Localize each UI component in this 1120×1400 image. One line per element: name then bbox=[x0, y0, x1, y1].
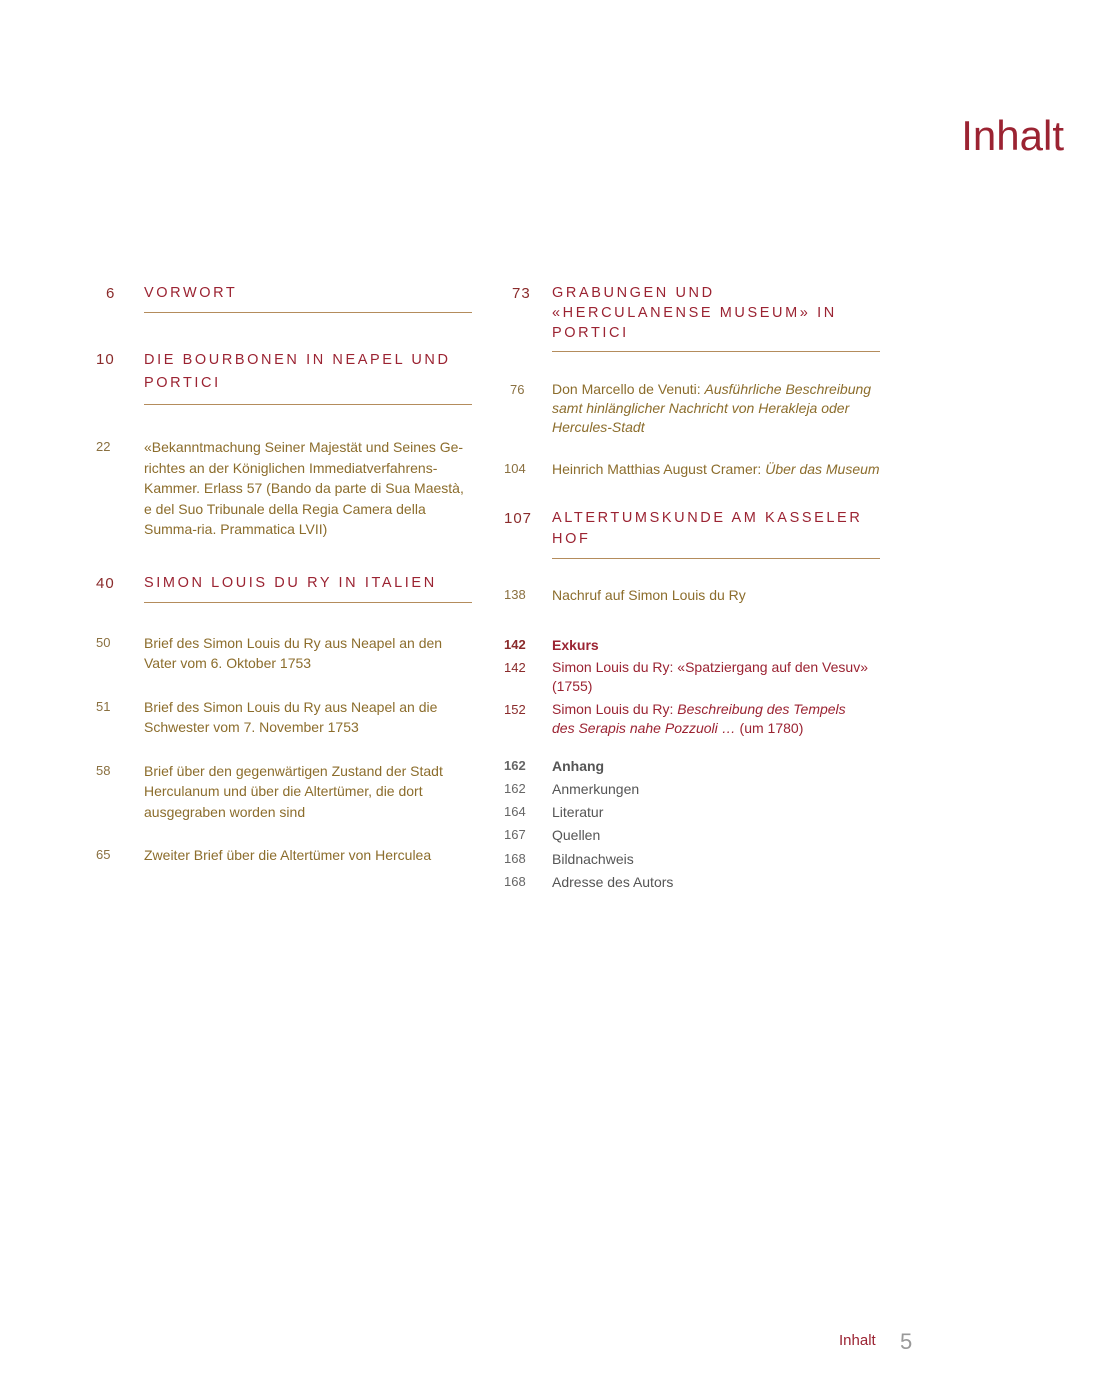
entry-title: Simon Louis du Ry: «Spatziergang auf den Vesuv» (1755) bbox=[552, 658, 868, 694]
toc-entry[interactable] bbox=[96, 633, 476, 674]
section-title: DIE BOURBONEN IN NEAPEL UND PORTICI bbox=[144, 349, 472, 405]
toc-section-du-ry-italien[interactable] bbox=[96, 573, 476, 603]
section-page-number: 6 bbox=[106, 285, 116, 302]
entry-title: Anmerkungen bbox=[552, 780, 640, 797]
entry-page-number: 168 bbox=[504, 850, 526, 866]
entry-page-number: 142 bbox=[504, 637, 526, 652]
toc-entry[interactable] bbox=[96, 761, 476, 823]
toc-entry[interactable] bbox=[504, 585, 884, 606]
entry-date: (um 1780) bbox=[735, 720, 804, 736]
entry-page-number: 50 bbox=[96, 634, 111, 650]
toc-entry[interactable] bbox=[504, 825, 884, 846]
entry-page-number: 164 bbox=[504, 804, 526, 820]
entry-title: «Bekanntmachung Seiner Majestät und Seines Ge-richtes an der Königlichen Immediatverfahrens-Kammer. Erlass 57 (Bando da parte di Sua Maestà, e del Suo Tribunale della Regia Camera della Summa-ria. Prammatica LVII) bbox=[144, 439, 464, 537]
toc-entry[interactable] bbox=[96, 845, 476, 866]
entry-title: Brief über den gegenwärtigen Zustand der Stadt Herculanum und über die Altertümer, die dort ausgegraben worden sind bbox=[144, 762, 443, 820]
toc-group-exkurs[interactable] bbox=[504, 635, 884, 656]
entry-title: Literatur bbox=[552, 804, 604, 821]
entry-page-number: 58 bbox=[96, 762, 111, 778]
section-page-number: 10 bbox=[96, 351, 115, 368]
group-label: Exkurs bbox=[552, 637, 599, 653]
entry-page-number: 162 bbox=[504, 780, 526, 796]
toc-section-kasseler-hof[interactable] bbox=[504, 508, 884, 559]
toc-group-anhang[interactable] bbox=[504, 756, 884, 777]
section-page-number: 73 bbox=[512, 285, 531, 302]
toc-entry[interactable] bbox=[96, 437, 476, 540]
entry-page-number: 65 bbox=[96, 847, 111, 862]
toc-section-bourbonen[interactable] bbox=[96, 349, 476, 405]
entry-page-number: 168 bbox=[504, 873, 526, 889]
toc-entry[interactable] bbox=[504, 779, 884, 800]
running-footer-title: Inhalt bbox=[839, 1332, 876, 1349]
entry-title: Bildnachweis bbox=[552, 850, 634, 867]
section-page-number: 40 bbox=[96, 574, 115, 592]
entry-title: Brief des Simon Louis du Ry aus Neapel an den Vater vom 6. Oktober 1753 bbox=[144, 634, 443, 671]
section-page-number: 107 bbox=[504, 509, 533, 527]
toc-entry[interactable] bbox=[504, 700, 884, 739]
entry-page-number: 22 bbox=[96, 439, 111, 454]
toc-left-column bbox=[96, 283, 476, 866]
entry-page-number: 76 bbox=[510, 382, 525, 397]
toc-entry[interactable] bbox=[504, 872, 884, 893]
section-title: SIMON LOUIS DU RY IN ITALIEN bbox=[144, 573, 472, 603]
toc-entry[interactable] bbox=[96, 697, 476, 738]
toc-entry[interactable] bbox=[504, 380, 884, 437]
toc-section-grabungen[interactable] bbox=[504, 283, 884, 352]
entry-page-number: 138 bbox=[504, 586, 526, 602]
section-title: ALTERTUMSKUNDE AM KASSELER HOF bbox=[552, 508, 880, 559]
toc-entry[interactable] bbox=[504, 658, 884, 697]
toc-entry[interactable] bbox=[504, 459, 884, 480]
entry-author: Don Marcello de Venuti: bbox=[552, 381, 705, 397]
entry-title bbox=[552, 459, 882, 480]
toc-entry[interactable] bbox=[504, 802, 884, 823]
section-title: VORWORT bbox=[144, 283, 472, 313]
entry-work-title: Über das Museum bbox=[765, 461, 880, 477]
entry-title bbox=[552, 700, 872, 739]
page-number: 5 bbox=[900, 1329, 913, 1354]
entry-page-number: 51 bbox=[96, 698, 111, 714]
toc-right-column bbox=[504, 283, 884, 892]
entry-title: Nachruf auf Simon Louis du Ry bbox=[552, 586, 746, 603]
entry-title bbox=[552, 380, 877, 437]
section-title: GRABUNGEN UND «HERCULANENSE MUSEUM» IN PORTICI bbox=[552, 283, 880, 352]
entry-page-number: 162 bbox=[504, 757, 526, 773]
entry-author: Simon Louis du Ry: bbox=[552, 700, 678, 717]
entry-page-number: 152 bbox=[504, 701, 526, 717]
entry-work-title: Ausführliche Beschreibung samt hinlänglicher Nachricht von Herakleja oder Hercules-Stadt bbox=[552, 381, 872, 435]
entry-page-number: 167 bbox=[504, 827, 526, 843]
entry-title: Adresse des Autors bbox=[552, 873, 674, 890]
entry-title: Quellen bbox=[552, 827, 601, 844]
toc-entry[interactable] bbox=[504, 849, 884, 870]
group-label: Anhang bbox=[552, 757, 605, 774]
entry-page-number: 142 bbox=[504, 659, 526, 675]
entry-author: Heinrich Matthias August Cramer: bbox=[552, 461, 766, 477]
page-title: Inhalt bbox=[961, 112, 1064, 159]
toc-section-vorwort[interactable] bbox=[96, 283, 476, 313]
entry-title: Brief des Simon Louis du Ry aus Neapel an die Schwester vom 7. November 1753 bbox=[144, 698, 438, 735]
entry-title: Zweiter Brief über die Altertümer von Herculea bbox=[144, 847, 432, 863]
entry-page-number: 104 bbox=[504, 461, 526, 476]
entry-work-title: Beschreibung des Tempels des Serapis nahe Pozzuoli … bbox=[552, 700, 846, 736]
